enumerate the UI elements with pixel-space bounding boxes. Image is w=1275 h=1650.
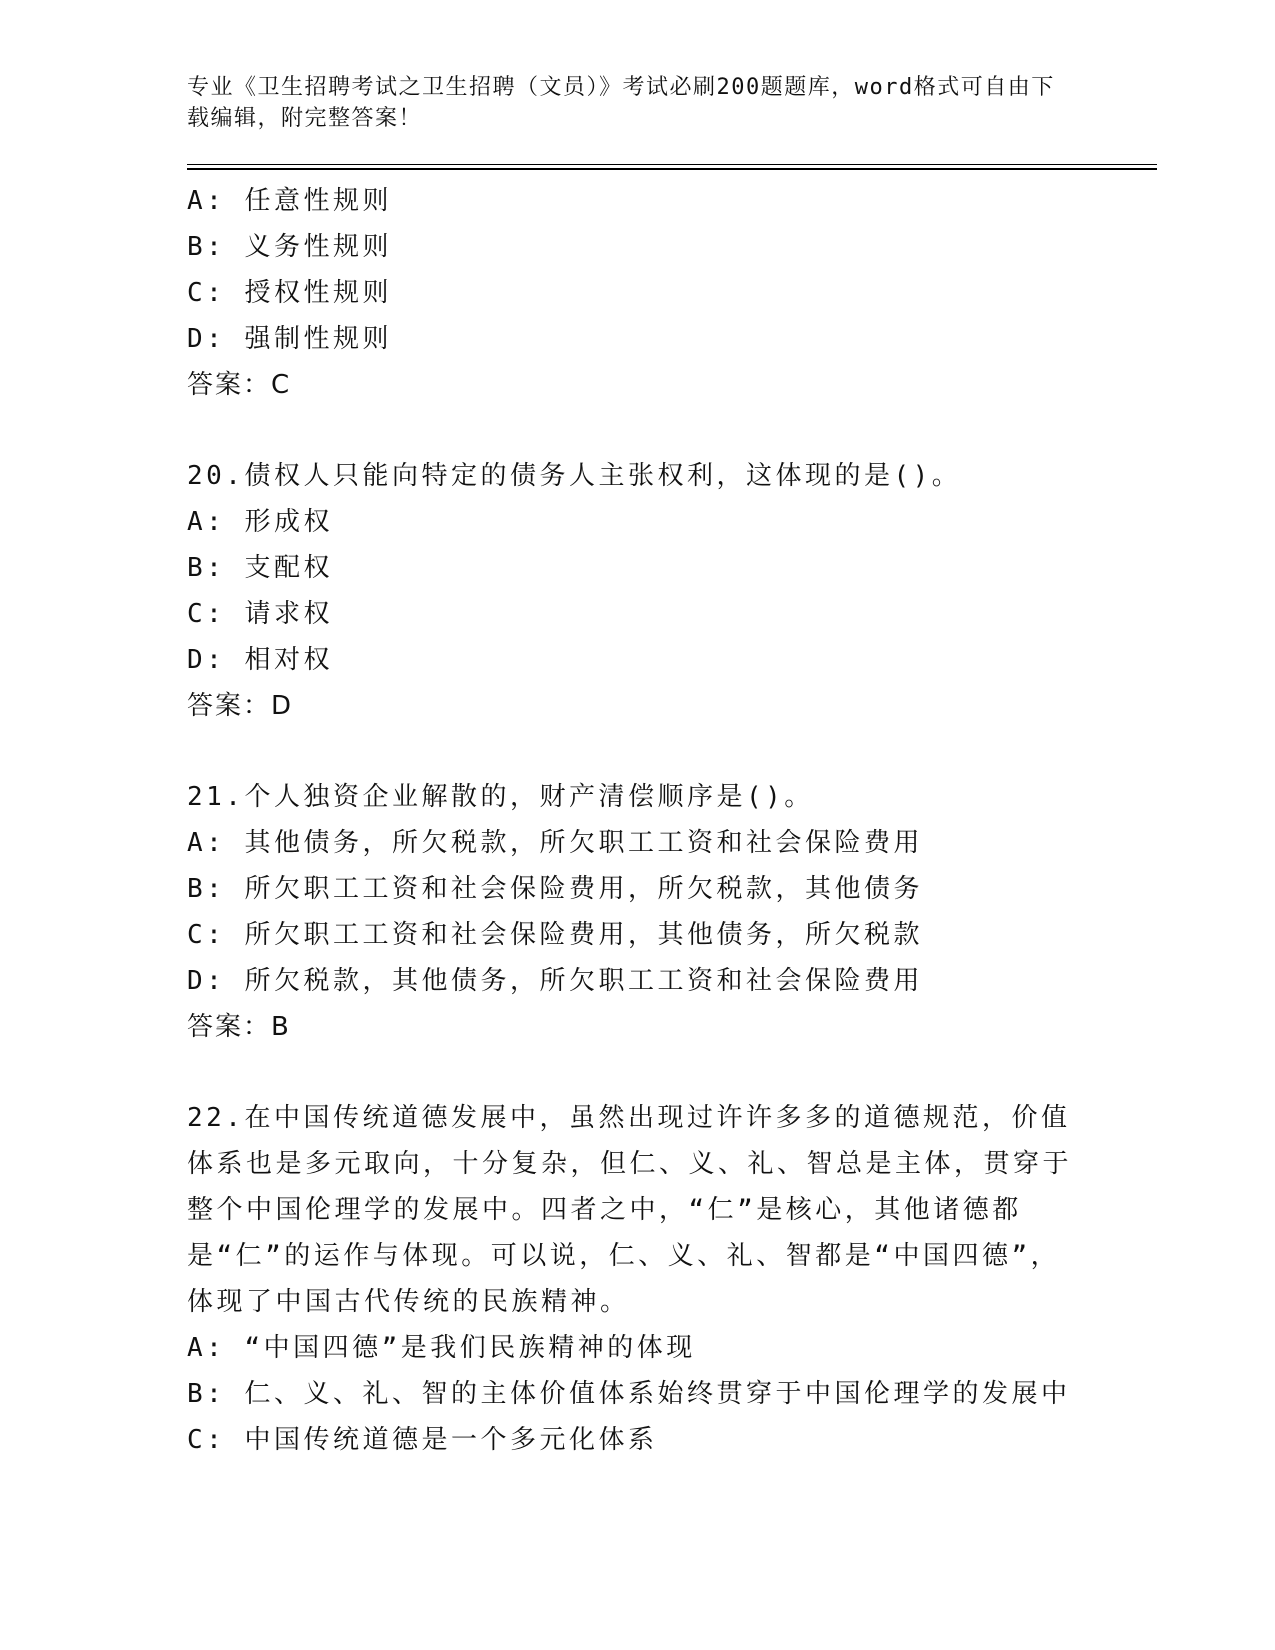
option-a: A: 任意性规则 bbox=[187, 186, 392, 216]
option-c: C: 请求权 bbox=[187, 599, 333, 629]
option-c: C: 授权性规则 bbox=[187, 278, 392, 308]
question-spacer bbox=[187, 408, 1157, 453]
question-20 bbox=[187, 453, 1157, 729]
option-b: B: 仁、义、礼、智的主体价值体系始终贯穿于中国伦理学的发展中 bbox=[187, 1379, 1071, 1409]
option-c: C: 中国传统道德是一个多元化体系 bbox=[187, 1425, 658, 1455]
answer-label: 答案：D bbox=[187, 691, 294, 721]
option-b: B: 支配权 bbox=[187, 553, 333, 583]
option-a: A: “中国四德”是我们民族精神的体现 bbox=[187, 1333, 696, 1363]
option-a: A: 形成权 bbox=[187, 507, 333, 537]
question-22 bbox=[187, 1095, 1157, 1463]
option-d: D: 强制性规则 bbox=[187, 324, 392, 354]
question-spacer bbox=[187, 1050, 1157, 1095]
question-stem: 20.债权人只能向特定的债务人主张权利，这体现的是()。 bbox=[187, 461, 962, 491]
option-b: B: 所欠职工工资和社会保险费用，所欠税款，其他债务 bbox=[187, 874, 923, 904]
document-header: 专业《卫生招聘考试之卫生招聘（文员）》考试必刷200题题库，word格式可自由下载编辑，附完整答案！ bbox=[187, 75, 1055, 131]
document-page bbox=[187, 72, 1157, 1463]
option-c: C: 所欠职工工资和社会保险费用，其他债务，所欠税款 bbox=[187, 920, 923, 950]
option-a: A: 其他债务，所欠税款，所欠职工工资和社会保险费用 bbox=[187, 828, 923, 858]
question-spacer bbox=[187, 729, 1157, 774]
header-divider bbox=[187, 164, 1157, 170]
answer-label: 答案：B bbox=[187, 1012, 291, 1042]
answer-label: 答案：C bbox=[187, 370, 292, 400]
option-d: D: 相对权 bbox=[187, 645, 333, 675]
question-list bbox=[187, 178, 1157, 1463]
option-d: D: 所欠税款，其他债务，所欠职工工资和社会保险费用 bbox=[187, 966, 923, 996]
question-stem: 22.在中国传统道德发展中，虽然出现过许许多多的道德规范，价值体系也是多元取向，十分复杂，但仁、义、礼、智总是主体，贯穿于整个中国伦理学的发展中。四者之中，“仁”是核心，其他诸德都是“仁”的运作与体现。可以说，仁、义、礼、智都是“中国四德”，体现了中国古代传统的民族精神。 bbox=[187, 1103, 1073, 1317]
question-19 bbox=[187, 178, 1157, 408]
question-21 bbox=[187, 774, 1157, 1050]
option-b: B: 义务性规则 bbox=[187, 232, 392, 262]
question-stem: 21.个人独资企业解散的，财产清偿顺序是()。 bbox=[187, 782, 814, 812]
